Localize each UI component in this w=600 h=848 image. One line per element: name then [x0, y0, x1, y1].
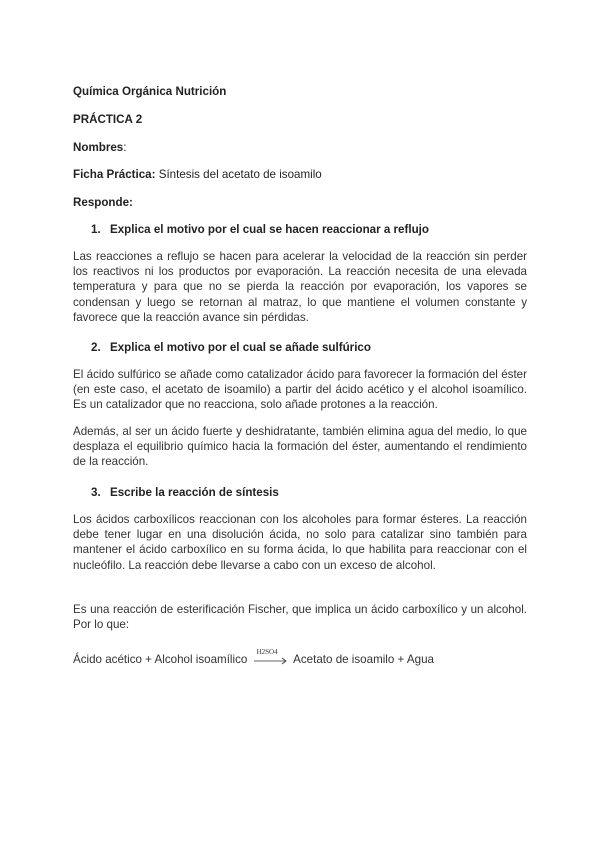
question-text: Escribe la reacción de síntesis	[110, 486, 279, 499]
question-3	[91, 486, 279, 499]
question-number: 2.	[91, 341, 101, 354]
practice-title: PRÁCTICA 2	[73, 113, 143, 126]
question-number: 1.	[91, 223, 101, 236]
question-text: Explica el motivo por el cual se añade sulfúrico	[110, 341, 371, 354]
reaction-arrow	[253, 648, 289, 667]
sheet-line	[73, 168, 322, 182]
answer-1: Las reacciones a reflujo se hacen para acelerar la velocidad de la reacción sin perder los reactivos ni los productos por evaporación. La reacción necesita de una elevada temperatura y para que no se pierda la reacción por evaporación, los vapores se condensan y luego se retornan al matraz, lo que mantiene el volumen constante y favorece que la reacción avance sin pérdidas.	[73, 250, 527, 324]
names-label: Nombres	[73, 141, 124, 154]
reaction-equation	[73, 648, 434, 667]
sheet-label: Ficha Práctica:	[73, 168, 156, 181]
answer-2-paragraph-2: Además, al ser un ácido fuerte y deshidratante, también elimina agua del medio, lo que desplaza el equilibrio químico hacia la formación del éster, aumentando el rendimiento de la reacción.	[73, 425, 527, 469]
answer-2-paragraph-1: El ácido sulfúrico se añade como catalizador ácido para favorecer la formación del éster (en este caso, el acetato de isoamilo) a partir del ácido acético y el alcohol isoamílico. Es un catalizador que no reacciona, solo añade protones a la reacción.	[73, 368, 527, 412]
reaction-reactants: Ácido acético + Alcohol isoamílico	[73, 653, 248, 667]
answer-3-paragraph-1: Los ácidos carboxílicos reaccionan con los alcoholes para formar ésteres. La reacción debe tener lugar en una disolución ácida, no solo para catalizar sino también para mantener el ácido carboxílico en su forma ácida, lo que habilita para reaccionar con el nucleófilo. La reacción debe llevarse a cabo con un exceso de alcohol.	[73, 513, 527, 572]
question-2	[91, 341, 371, 354]
reaction-products: Acetato de isoamilo + Agua	[293, 653, 434, 667]
question-number: 3.	[91, 486, 101, 499]
arrow-right-icon	[253, 653, 289, 667]
names-line	[73, 141, 127, 155]
respond-label: Responde:	[73, 196, 133, 209]
course-title: Química Orgánica Nutrición	[73, 85, 227, 98]
answer-3-paragraph-2: Es una reacción de esterificación Fischer, que implica un ácido carboxílico y un alcohol. Por lo que:	[73, 603, 527, 632]
names-colon: :	[123, 141, 127, 154]
question-1	[91, 223, 429, 236]
question-text: Explica el motivo por el cual se hacen reaccionar a reflujo	[110, 223, 429, 236]
reaction-catalyst: H2SO4	[256, 648, 278, 656]
sheet-value: Síntesis del acetato de isoamilo	[155, 168, 322, 181]
